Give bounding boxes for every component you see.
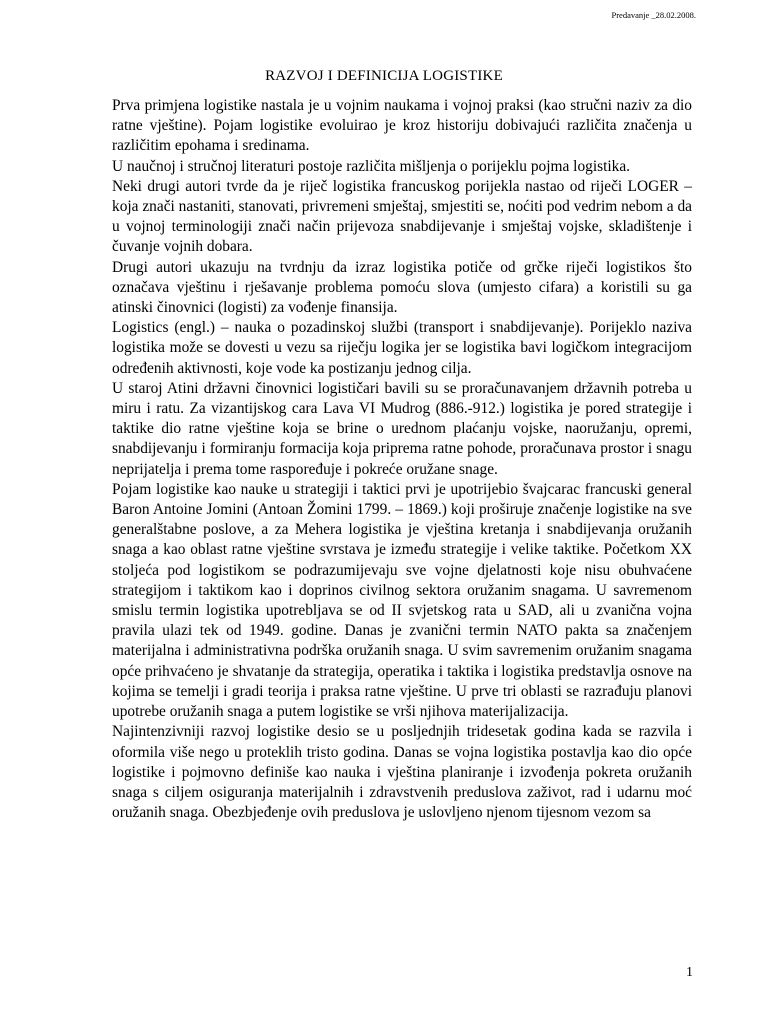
paragraph-3: Neki drugi autori tvrde da je riječ logistika francuskog porijekla nastao od riječi LOGER – koja znači nastaniti, stanovati, privremeni smještaj, smjestiti se, noćiti pod vedrim nebom a da u vojnoj terminologiji znači način prijevoza snabdijevanje i smještaj vojske, skladištenje i čuvanje vojnih dobara. (112, 177, 693, 256)
paragraph-6: U staroj Atini državni činovnici logističari bavili su se proračunavanjem državnih potreba u miru i ratu. Za vizantijskog cara Lava VI Mudrog (886.-912.) logistika je pored strategije i taktike dio ratne vještine koja se brine o urednom plaćanju vojske, naoružanju, opremi, snabdijevanju i formiranju formacija koja priprema ratne pohode, proračunava prostor i snagu neprijatelja i prema tome raspoređuje i pokreće oružane snage. (112, 379, 692, 478)
paragraph-7: Pojam logistike kao nauke u strategiji i taktici prvi je upotrijebio švajcarac francuski general Baron Antoine Jomini (Antoan Žomini 1799. – 1869.) koji proširuje značenje logistike na sve generalštabne poslove, a za Mehera logistika je vještina kretanja i snabdijevanja oružanih snaga a kao oblast ratne vještine svrstava je između strategije i velike taktike. Početkom XX stoljeća pod logistikom se podrazumijevaju sve vojne djelatnosti koje nisu obuhvaćene strategijom i taktikom kao i doprinos civilnog sektora oružanim snagama. U savremenom smislu termin logistika upotrebljava se od II svjetskog rata u SAD, ali u zvanična vojna pravila ulazi tek od 1949. godine. Danas je zvanični termin NATO pakta sa značenjem materijalna i administrativna podrška oružanih snaga. U svim savremenim oružanim snagama opće prihvaćeno je shvatanje da strategija, operatika i taktika i logistika predstavlja osnove na kojima se temelji i gradi teorija i praksa ratne vještine. U prve tri oblasti se razrađuju planovi upotrebe oružanih snaga a putem logistike se vrši njihova materijalizacija. (112, 480, 692, 721)
paragraph-2: U naučnoj i stručnoj literaturi postoje različita mišljenja o porijeklu pojma logistika. (112, 157, 631, 175)
page-title: RAZVOJ I DEFINICIJA LOGISTIKE (265, 68, 503, 84)
paragraph-8: Najintenzivniji razvoj logistike desio se u posljednjih tridesetak godina kada se razvila i oformila više nego u proteklih tristo godina. Danas se vojna logistika postavlja kao dio opće logistike i pojmovno definiše kao nauka i vještina planiranje i izvođenja pokreta oružanih snaga s ciljem osiguranja materijalnih i zdravstvenih preduslova zaživot, rad i udarnu moć oružanih snaga. Obezbjeđenje ovih preduslova je uslovljeno njenom tijesnom vezom sa (112, 723, 692, 822)
paragraph-5: Logistics (engl.) – nauka o pozadinskoj službi (transport i snabdijevanje). Porijeklo naziva logistika može se dovesti u vezu sa riječju logika jer se logistika bavi logičkom integracijom određenih aktivnosti, koje vode ka postizanju jednog cilja. (112, 319, 692, 377)
document-body (112, 96, 692, 823)
paragraph-4: Drugi autori ukazuju na tvrdnju da izraz logistika potiče od grčke riječi logistikos što označava vještinu i rješavanje problema pomoću slova (umjesto cifara) a koristili su ga atinski činovnici (logisti) za vođenje finansija. (112, 258, 692, 317)
page-number: 1 (686, 965, 693, 980)
paragraph-1: Prva primjena logistike nastala je u vojnim naukama i vojnoj praksi (kao stručni naziv za dio ratne vještine). Pojam logistike evoluirao je kroz historiju dobivajući različita značenja u različitim epohama i sredinama. (112, 97, 692, 155)
header-note: Predavanje _28.02.2008. (611, 10, 696, 20)
